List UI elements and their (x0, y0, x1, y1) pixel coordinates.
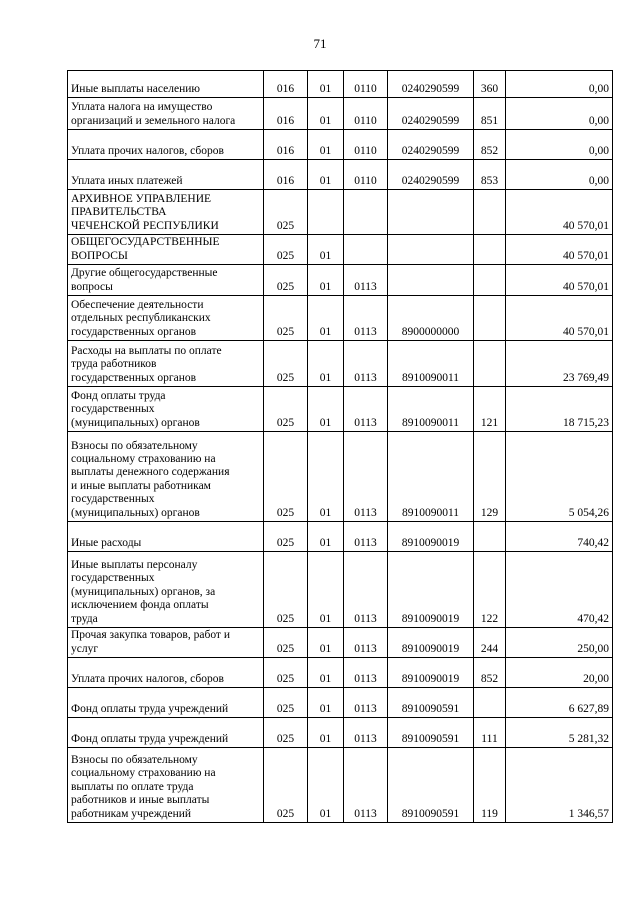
cell-target-article: 0240290599 (388, 130, 474, 160)
cell-subsection: 0113 (344, 432, 388, 522)
cell-amount: 20,00 (506, 658, 613, 688)
cell-subsection: 0113 (344, 748, 388, 823)
table-row (68, 718, 613, 748)
cell-expense-type: 852 (474, 130, 506, 160)
cell-section: 01 (308, 552, 344, 628)
cell-expense-type: 119 (474, 748, 506, 823)
cell-name: АРХИВНОЕ УПРАВЛЕНИЕ ПРАВИТЕЛЬСТВА ЧЕЧЕНСКОЙ РЕСПУБЛИКИ (68, 190, 264, 235)
cell-subsection: 0110 (344, 160, 388, 190)
cell-expense-type (474, 296, 506, 341)
cell-subsection: 0110 (344, 71, 388, 98)
cell-section: 01 (308, 71, 344, 98)
cell-section: 01 (308, 387, 344, 432)
cell-target-article (388, 265, 474, 296)
cell-target-article: 8910090011 (388, 387, 474, 432)
cell-name: Фонд оплаты труда учреждений (68, 688, 264, 718)
cell-subsection (344, 235, 388, 265)
cell-admin-code: 025 (264, 235, 308, 265)
cell-admin-code: 025 (264, 628, 308, 658)
cell-subsection: 0113 (344, 341, 388, 387)
cell-section: 01 (308, 265, 344, 296)
cell-section: 01 (308, 160, 344, 190)
cell-target-article: 8910090011 (388, 341, 474, 387)
cell-admin-code: 025 (264, 552, 308, 628)
cell-admin-code: 025 (264, 387, 308, 432)
cell-target-article: 8910090019 (388, 552, 474, 628)
cell-subsection: 0113 (344, 718, 388, 748)
cell-amount: 0,00 (506, 98, 613, 130)
table-row (68, 387, 613, 432)
cell-section: 01 (308, 98, 344, 130)
cell-name: Иные выплаты персоналу государственных (муниципальных) органов, за исключением фонда оплаты труда (68, 552, 264, 628)
cell-name: Иные выплаты населению (68, 71, 264, 98)
cell-section: 01 (308, 522, 344, 552)
table-row (68, 552, 613, 628)
cell-admin-code: 025 (264, 718, 308, 748)
cell-name: Уплата прочих налогов, сборов (68, 130, 264, 160)
table-row (68, 130, 613, 160)
cell-amount: 0,00 (506, 71, 613, 98)
cell-expense-type (474, 341, 506, 387)
table-row (68, 688, 613, 718)
cell-amount: 0,00 (506, 160, 613, 190)
cell-name: Прочая закупка товаров, работ и услуг (68, 628, 264, 658)
cell-admin-code: 025 (264, 522, 308, 552)
cell-amount: 5 054,26 (506, 432, 613, 522)
table-row (68, 658, 613, 688)
cell-subsection: 0113 (344, 658, 388, 688)
cell-amount: 18 715,23 (506, 387, 613, 432)
cell-expense-type: 111 (474, 718, 506, 748)
table-row (68, 235, 613, 265)
cell-expense-type: 853 (474, 160, 506, 190)
cell-admin-code: 025 (264, 658, 308, 688)
cell-subsection (344, 190, 388, 235)
cell-name: Уплата прочих налогов, сборов (68, 658, 264, 688)
cell-target-article: 0240290599 (388, 71, 474, 98)
cell-target-article: 8910090591 (388, 748, 474, 823)
cell-admin-code: 016 (264, 71, 308, 98)
cell-expense-type (474, 265, 506, 296)
table-row (68, 98, 613, 130)
cell-name: Иные расходы (68, 522, 264, 552)
table-row (68, 432, 613, 522)
cell-target-article: 8910090591 (388, 688, 474, 718)
cell-section: 01 (308, 296, 344, 341)
cell-expense-type: 360 (474, 71, 506, 98)
cell-subsection: 0110 (344, 130, 388, 160)
cell-target-article: 8910090591 (388, 718, 474, 748)
cell-subsection: 0113 (344, 688, 388, 718)
cell-amount: 1 346,57 (506, 748, 613, 823)
cell-section: 01 (308, 748, 344, 823)
cell-expense-type (474, 235, 506, 265)
budget-table-body (68, 71, 613, 823)
cell-expense-type (474, 688, 506, 718)
cell-name: Взносы по обязательному социальному страхованию на выплаты по оплате труда работников и иные выплаты работникам учреждений (68, 748, 264, 823)
cell-expense-type: 852 (474, 658, 506, 688)
cell-admin-code: 016 (264, 98, 308, 130)
cell-section: 01 (308, 658, 344, 688)
cell-admin-code: 025 (264, 748, 308, 823)
cell-admin-code: 025 (264, 296, 308, 341)
table-row (68, 71, 613, 98)
table-row (68, 190, 613, 235)
cell-name: Взносы по обязательному социальному страхованию на выплаты денежного содержания и иные выплаты работникам государственных (муниципальных) органов (68, 432, 264, 522)
cell-subsection: 0113 (344, 522, 388, 552)
cell-target-article: 0240290599 (388, 98, 474, 130)
cell-name: Фонд оплаты труда учреждений (68, 718, 264, 748)
cell-section: 01 (308, 628, 344, 658)
cell-expense-type: 122 (474, 552, 506, 628)
cell-amount: 40 570,01 (506, 296, 613, 341)
cell-expense-type: 244 (474, 628, 506, 658)
table-row (68, 522, 613, 552)
cell-target-article: 8910090019 (388, 628, 474, 658)
cell-amount: 740,42 (506, 522, 613, 552)
cell-target-article: 8910090011 (388, 432, 474, 522)
cell-name: Обеспечение деятельности отдельных республиканских государственных органов (68, 296, 264, 341)
cell-section: 01 (308, 718, 344, 748)
cell-expense-type: 121 (474, 387, 506, 432)
cell-admin-code: 025 (264, 341, 308, 387)
table-row (68, 628, 613, 658)
cell-target-article: 0240290599 (388, 160, 474, 190)
cell-section: 01 (308, 688, 344, 718)
cell-admin-code: 025 (264, 190, 308, 235)
cell-amount: 250,00 (506, 628, 613, 658)
cell-section: 01 (308, 432, 344, 522)
cell-amount: 470,42 (506, 552, 613, 628)
cell-target-article (388, 235, 474, 265)
cell-name: Другие общегосударственные вопросы (68, 265, 264, 296)
cell-admin-code: 025 (264, 432, 308, 522)
cell-admin-code: 025 (264, 265, 308, 296)
table-row (68, 296, 613, 341)
cell-amount: 0,00 (506, 130, 613, 160)
cell-amount: 23 769,49 (506, 341, 613, 387)
cell-expense-type: 129 (474, 432, 506, 522)
cell-expense-type (474, 522, 506, 552)
table-row (68, 341, 613, 387)
cell-section: 01 (308, 130, 344, 160)
cell-admin-code: 016 (264, 160, 308, 190)
cell-subsection: 0113 (344, 387, 388, 432)
cell-admin-code: 025 (264, 688, 308, 718)
table-row (68, 265, 613, 296)
cell-subsection: 0113 (344, 552, 388, 628)
table-row (68, 748, 613, 823)
cell-target-article: 8900000000 (388, 296, 474, 341)
cell-subsection: 0113 (344, 628, 388, 658)
cell-name: ОБЩЕГОСУДАРСТВЕННЫЕ ВОПРОСЫ (68, 235, 264, 265)
cell-admin-code: 016 (264, 130, 308, 160)
cell-expense-type: 851 (474, 98, 506, 130)
page-number: 71 (313, 36, 327, 51)
cell-section: 01 (308, 235, 344, 265)
cell-expense-type (474, 190, 506, 235)
cell-section: 01 (308, 341, 344, 387)
cell-subsection: 0113 (344, 296, 388, 341)
cell-section (308, 190, 344, 235)
cell-subsection: 0113 (344, 265, 388, 296)
cell-target-article: 8910090019 (388, 658, 474, 688)
cell-amount: 40 570,01 (506, 235, 613, 265)
budget-table (67, 70, 613, 823)
cell-name: Уплата налога на имущество организаций и земельного налога (68, 98, 264, 130)
cell-amount: 40 570,01 (506, 190, 613, 235)
cell-target-article (388, 190, 474, 235)
cell-amount: 6 627,89 (506, 688, 613, 718)
cell-name: Фонд оплаты труда государственных (муниципальных) органов (68, 387, 264, 432)
cell-amount: 40 570,01 (506, 265, 613, 296)
table-row (68, 160, 613, 190)
cell-subsection: 0110 (344, 98, 388, 130)
cell-amount: 5 281,32 (506, 718, 613, 748)
cell-target-article: 8910090019 (388, 522, 474, 552)
cell-name: Уплата иных платежей (68, 160, 264, 190)
cell-name: Расходы на выплаты по оплате труда работников государственных органов (68, 341, 264, 387)
